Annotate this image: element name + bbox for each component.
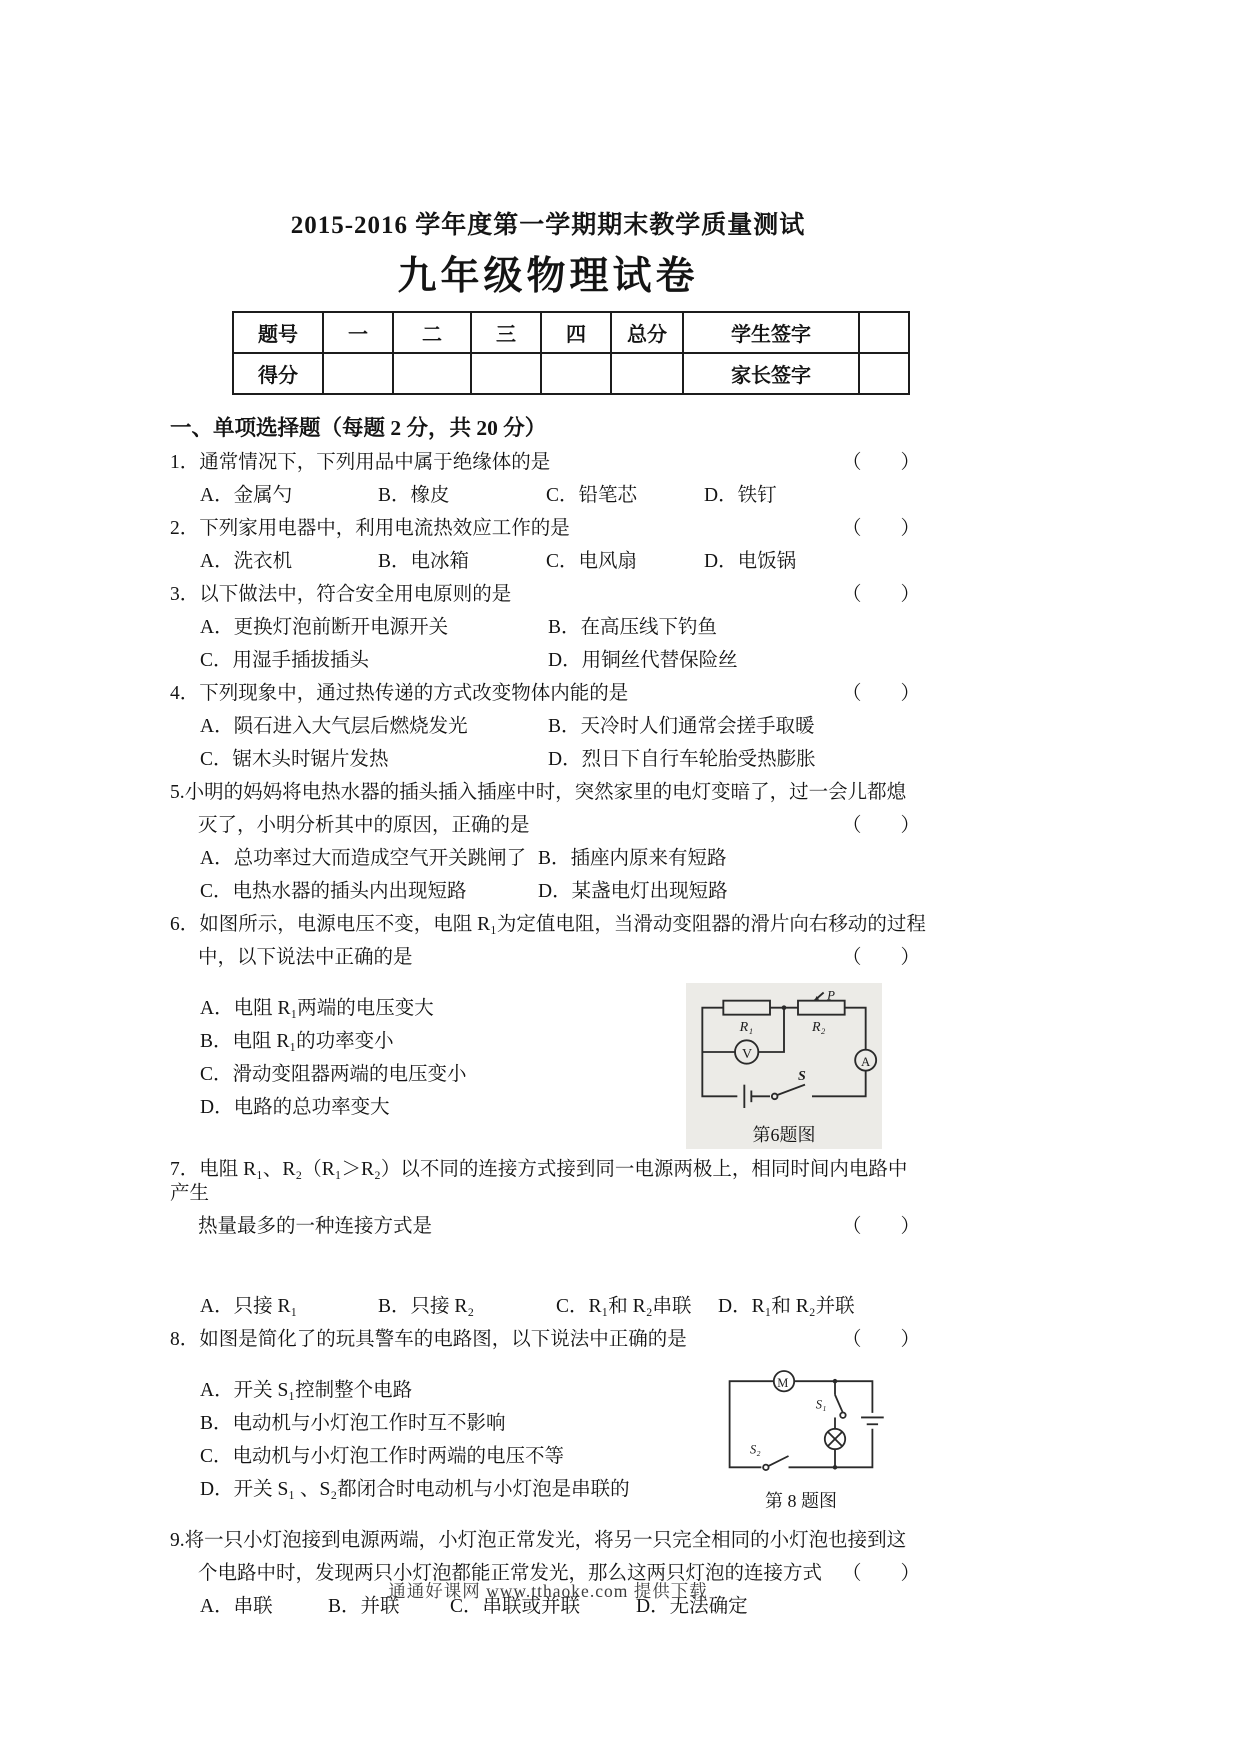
question-3-option-a: A．更换灯泡前断开电源开关 <box>200 617 449 638</box>
question-9-text-line2: 个电路中时，发现两只小灯泡都能正常发光，那么这两只灯泡的连接方式 <box>198 1563 823 1584</box>
question-1-answer-bracket: （ ） <box>841 452 920 473</box>
question-4-option-c: C．锯木头时锯片发热 <box>200 749 389 770</box>
question-7 <box>170 1158 926 1319</box>
circuit-diagram-q8 <box>716 1363 886 1481</box>
question-8 <box>170 1328 926 1520</box>
svg-text:S₁: S₁ <box>815 1397 827 1412</box>
question-4-answer-bracket: （ ） <box>841 683 920 704</box>
cell-score-label: 得分 <box>233 353 323 394</box>
question-5-option-d: D．某盏电灯出现短路 <box>538 881 728 902</box>
question-8-text: 8．如图是简化了的玩具警车的电路图，以下说法中正确的是 <box>170 1329 687 1350</box>
svg-text:P: P <box>827 989 836 1003</box>
exam-sheet <box>170 205 926 1628</box>
question-6 <box>170 913 926 1149</box>
question-1-option-c: C．铅笔芯 <box>546 485 638 506</box>
question-6-answer-bracket: （ ） <box>841 947 920 968</box>
cell-student-signature-blank <box>859 312 909 353</box>
exam-subtitle: 九年级物理试卷 <box>397 255 699 298</box>
battery-icon-q8 <box>861 1417 884 1424</box>
question-6-text-line2: 中，以下说法中正确的是 <box>198 947 413 968</box>
question-9-option-d: D．无法确定 <box>636 1596 748 1617</box>
question-6-option-d: D．电路的总功率变大 <box>200 1097 390 1118</box>
download-source-footer: 通通好课网 www.tthaoke.com 提供下载 <box>388 1581 708 1601</box>
question-5-text-line2: 灭了，小明分析其中的原因，正确的是 <box>198 815 530 836</box>
question-4-option-b: B．天冷时人们通常会搓手取暖 <box>548 716 815 737</box>
question-9-option-c: C．串联或并联 <box>450 1596 581 1617</box>
cell-score-3 <box>471 353 541 394</box>
question-5-option-b: B．插座内原来有短路 <box>538 848 727 869</box>
question-6-circuit-figure <box>686 983 882 1149</box>
question-1-option-d: D．铁钉 <box>704 485 777 506</box>
resistor-r1-icon <box>723 1001 770 1035</box>
question-3-option-d: D．用铜丝代替保险丝 <box>548 650 738 671</box>
question-8-option-d: D．开关 S₁ 、S₂都闭合时电动机与小灯泡是串联的 <box>200 1479 630 1500</box>
question-8-option-a: A．开关 S₁控制整个电路 <box>200 1380 413 1401</box>
question-2-option-a: A．洗衣机 <box>200 551 293 572</box>
page-title: 2015-2016 学年度第一学期期末教学质量测试 <box>290 212 806 239</box>
question-5-text-line1: 5.小明的妈妈将电热水器的插头插入插座中时，突然家里的电灯变暗了，过一会儿都熄 <box>170 782 907 803</box>
question-4 <box>170 682 926 772</box>
score-table <box>232 311 910 395</box>
question-7-text-line1: 7．电阻 R₁、R₂（R₁＞R₂）以不同的连接方式接到同一电源两极上，相同时间内电路中产生 <box>170 1159 908 1204</box>
question-5 <box>170 781 926 904</box>
question-2-option-d: D．电饭锅 <box>704 551 797 572</box>
question-2-answer-bracket: （ ） <box>841 518 920 539</box>
question-8-circuit-figure <box>712 1361 890 1515</box>
question-1-option-a: A．金属勺 <box>200 485 293 506</box>
cell-part-2: 二 <box>393 312 471 353</box>
svg-text:M: M <box>777 1375 789 1390</box>
svg-text:V: V <box>742 1046 753 1062</box>
svg-text:R₂: R₂ <box>812 1020 826 1035</box>
section-heading: 一、单项选择题（每题 2 分，共 20 分） <box>170 416 547 440</box>
switch-s1-icon <box>816 1379 846 1418</box>
score-table-score-row <box>233 353 909 394</box>
question-6-option-a: A．电阻 R₁两端的电压变大 <box>200 998 434 1019</box>
svg-text:A: A <box>861 1055 871 1069</box>
question-7-option-d: D．R₁和 R₂并联 <box>718 1296 855 1317</box>
circuit-diagram-q6 <box>690 989 878 1115</box>
question-9-option-a: A．串联 <box>200 1596 273 1617</box>
cell-question-no: 题号 <box>233 312 323 353</box>
cell-score-4 <box>541 353 611 394</box>
cell-student-signature-label: 学生签字 <box>683 312 859 353</box>
question-7-option-a: A．只接 R₁ <box>200 1296 298 1317</box>
question-1-option-b: B．橡皮 <box>378 485 450 506</box>
score-table-header-row <box>233 312 909 353</box>
cell-score-2 <box>393 353 471 394</box>
question-9-option-b: B．并联 <box>328 1596 400 1617</box>
question-9-text-line1: 9.将一只小灯泡接到电源两端，小灯泡正常发光，将另一只完全相同的小灯泡也接到这 <box>170 1530 907 1551</box>
question-1 <box>170 451 926 508</box>
switch-s2-icon <box>750 1443 789 1470</box>
question-2-option-c: C．电风扇 <box>546 551 638 572</box>
question-3-answer-bracket: （ ） <box>841 584 920 605</box>
cell-part-1: 一 <box>323 312 393 353</box>
question-6-text-line1: 6．如图所示，电源电压不变，电阻 R₁为定值电阻，当滑动变阻器的滑片向右移动的过程 <box>170 914 926 935</box>
question-2 <box>170 517 926 574</box>
question-7-option-c: C．R₁和 R₂串联 <box>556 1296 692 1317</box>
question-5-answer-bracket: （ ） <box>841 815 920 836</box>
figure-caption-q6: 第6题图 <box>752 1125 816 1145</box>
question-8-option-c: C．电动机与小灯泡工作时两端的电压不等 <box>200 1446 565 1467</box>
question-1-text: 1．通常情况下，下列用品中属于绝缘体的是 <box>170 452 551 473</box>
question-6-option-c: C．滑动变阻器两端的电压变小 <box>200 1064 467 1085</box>
question-5-option-c: C．电热水器的插头内出现短路 <box>200 881 467 902</box>
question-3 <box>170 583 926 673</box>
cell-total: 总分 <box>611 312 683 353</box>
question-8-answer-bracket: （ ） <box>841 1329 920 1350</box>
cell-score-1 <box>323 353 393 394</box>
question-8-option-b: B．电动机与小灯泡工作时互不影响 <box>200 1413 506 1434</box>
question-4-option-a: A．陨石进入大气层后燃烧发光 <box>200 716 468 737</box>
question-4-text: 4．下列现象中，通过热传递的方式改变物体内能的是 <box>170 683 629 704</box>
question-4-option-d: D．烈日下自行车轮胎受热膨胀 <box>548 749 816 770</box>
switch-s-icon <box>772 1069 806 1099</box>
lamp-icon <box>825 1417 845 1469</box>
question-7-text-line2: 热量最多的一种连接方式是 <box>198 1216 433 1237</box>
cell-part-3: 三 <box>471 312 541 353</box>
question-3-option-c: C．用湿手插拔插头 <box>200 650 370 671</box>
question-9-answer-bracket: （ ） <box>841 1563 920 1584</box>
question-5-option-a: A．总功率过大而造成空气开关跳闸了 <box>200 848 527 869</box>
svg-text:R₁: R₁ <box>739 1020 754 1035</box>
svg-text:S₂: S₂ <box>750 1442 761 1457</box>
cell-parent-signature-label: 家长签字 <box>683 353 859 394</box>
question-2-text: 2．下列家用电器中，利用电流热效应工作的是 <box>170 518 570 539</box>
question-2-option-b: B．电冰箱 <box>378 551 470 572</box>
svg-text:S: S <box>798 1069 806 1084</box>
question-9 <box>170 1529 926 1619</box>
question-3-text: 3．以下做法中，符合安全用电原则的是 <box>170 584 512 605</box>
motor-icon <box>774 1371 794 1391</box>
battery-icon <box>744 1085 770 1108</box>
question-7-option-b: B．只接 R₂ <box>378 1296 475 1317</box>
rheostat-r2-icon <box>798 989 845 1035</box>
question-6-option-b: B．电阻 R₁的功率变小 <box>200 1031 394 1052</box>
cell-parent-signature-blank <box>859 353 909 394</box>
figure-caption-q8: 第 8 题图 <box>765 1491 837 1511</box>
ammeter-icon <box>855 1050 876 1071</box>
cell-part-4: 四 <box>541 312 611 353</box>
cell-score-total <box>611 353 683 394</box>
question-7-answer-bracket: （ ） <box>841 1216 920 1237</box>
question-3-option-b: B．在高压线下钓鱼 <box>548 617 718 638</box>
